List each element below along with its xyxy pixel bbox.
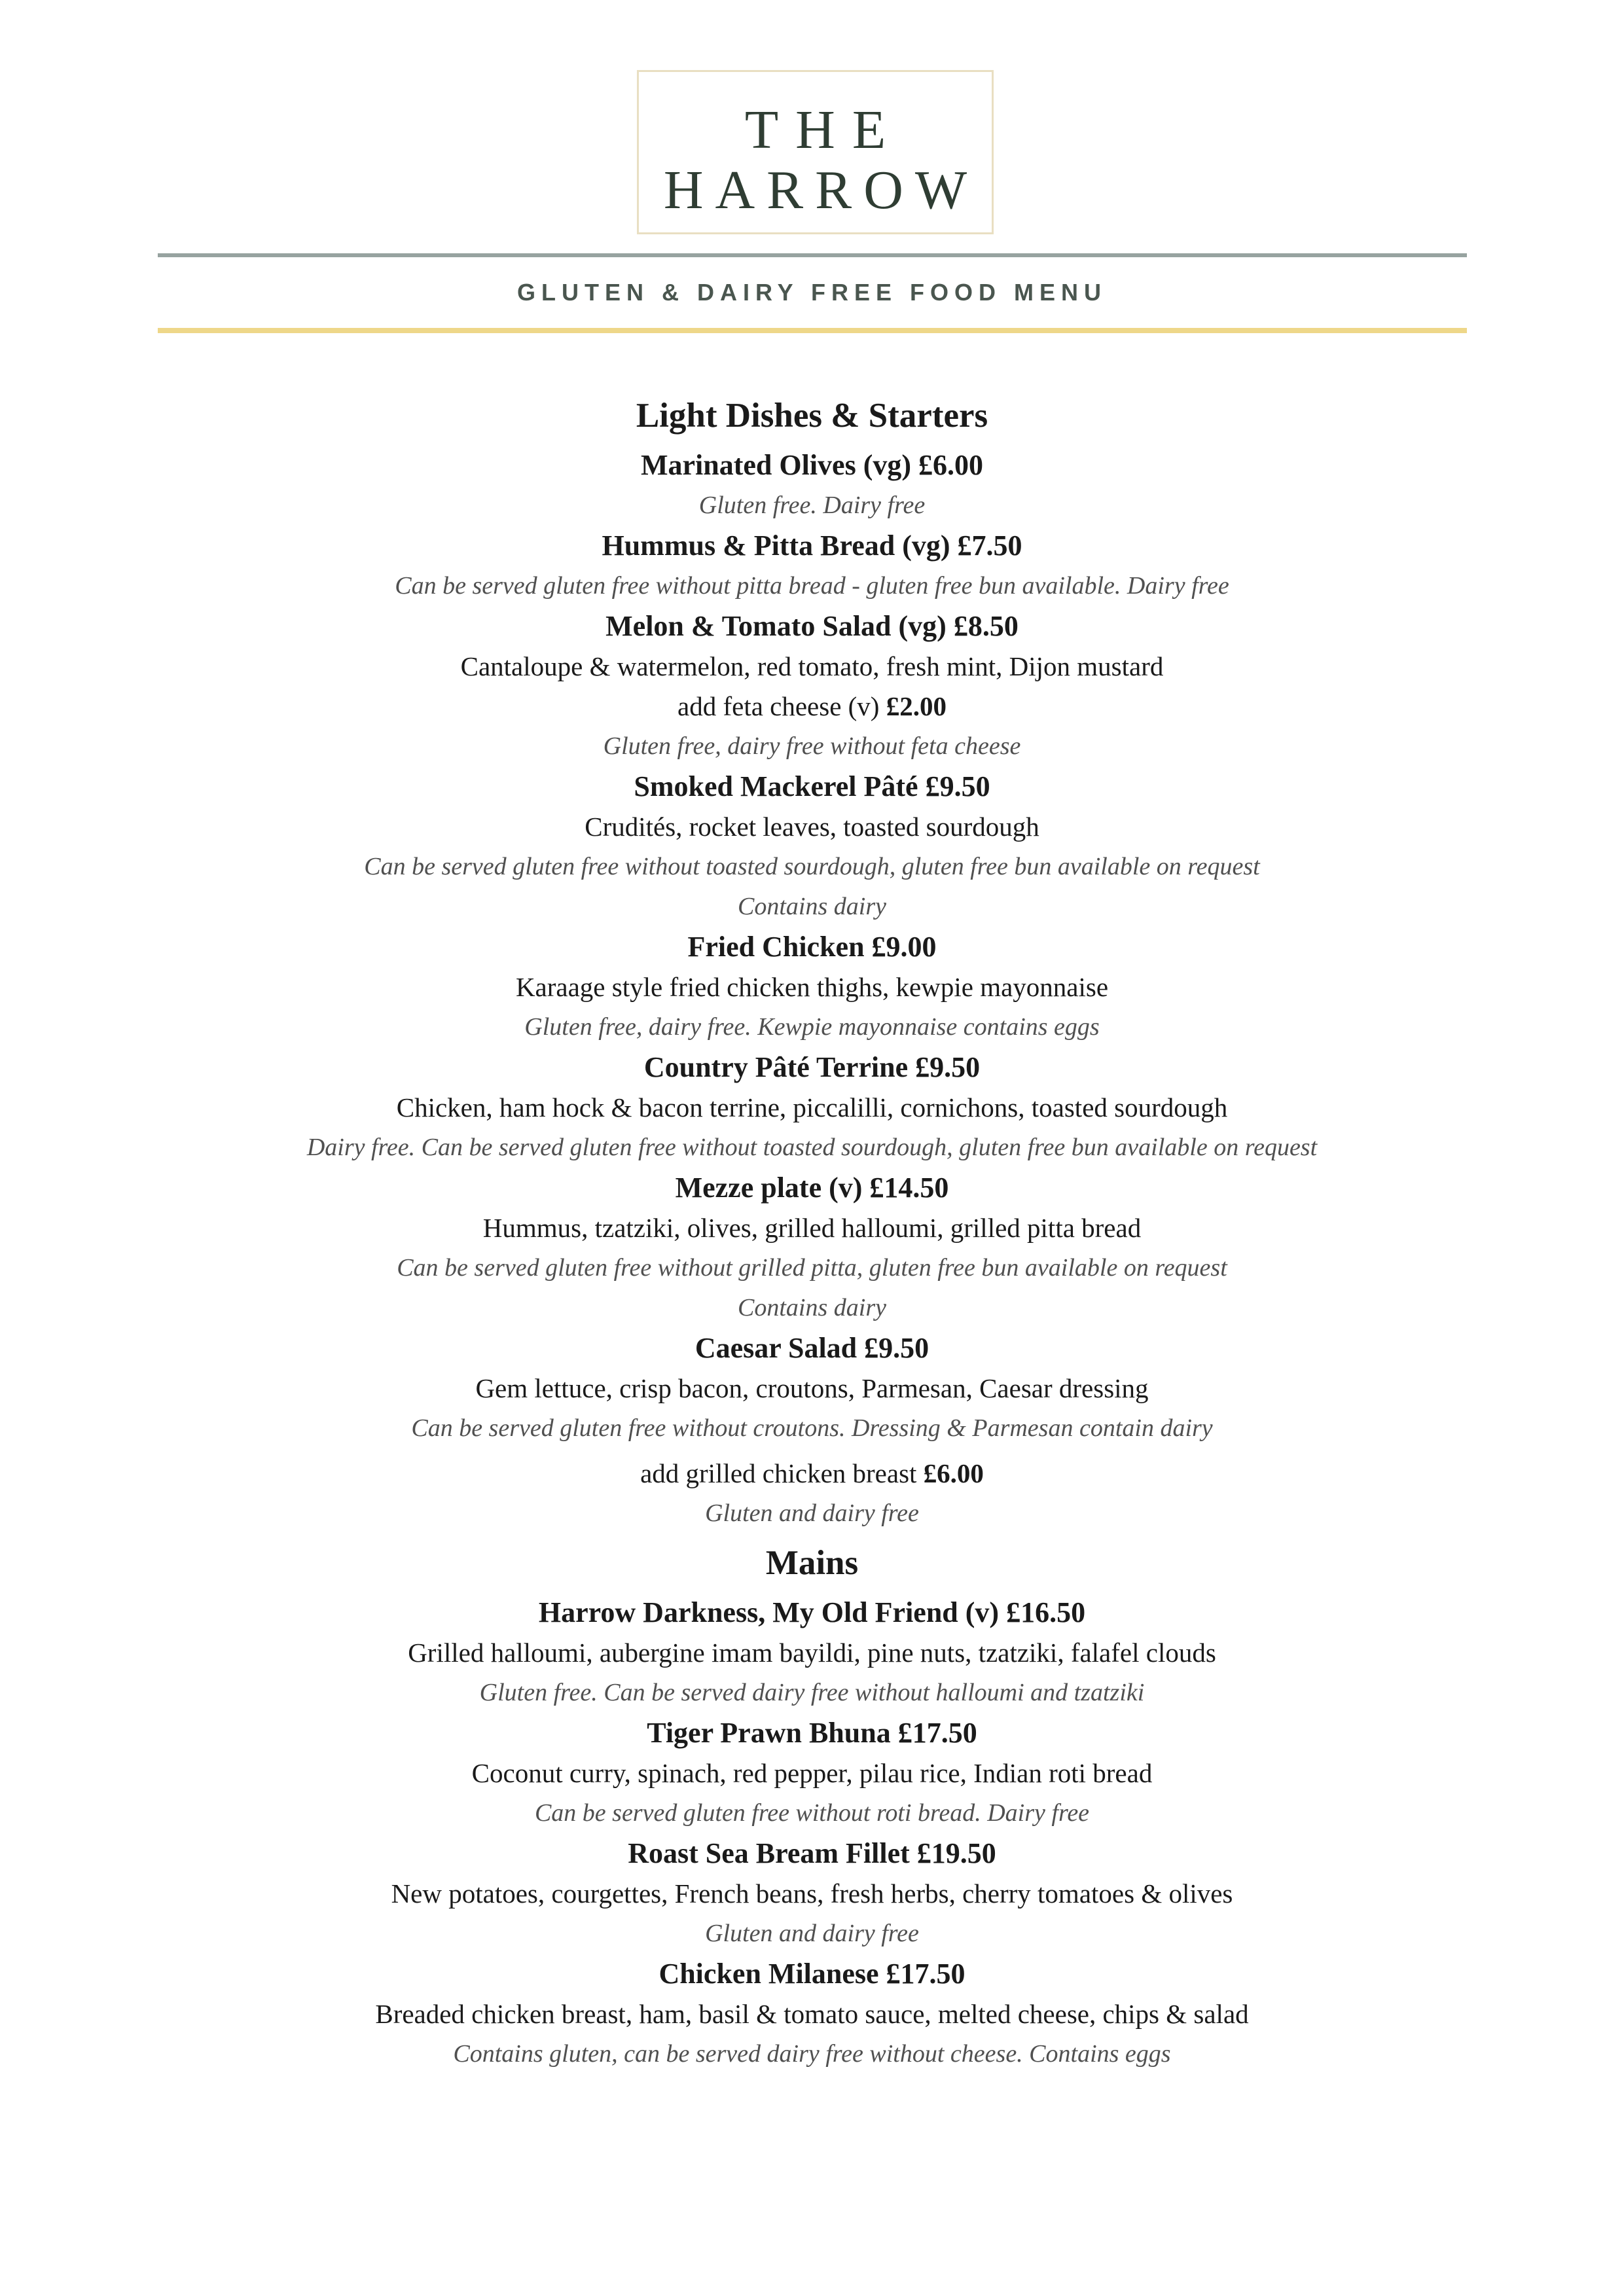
dietary-note: Contains dairy	[738, 893, 886, 920]
menu-item-description: New potatoes, courgettes, French beans, fresh herbs, cherry tomatoes & olives	[391, 1878, 1233, 1909]
menu-item-title: Caesar Salad £9.50	[695, 1332, 929, 1364]
dietary-note: Gluten free. Can be served dairy free without halloumi and tzatziki	[479, 1679, 1145, 1706]
addon-price: £2.00	[886, 691, 947, 721]
dietary-note: Gluten free, dairy free. Kewpie mayonnaise contains eggs	[524, 1013, 1100, 1041]
dietary-note: Gluten and dairy free	[705, 1499, 919, 1527]
menu-item-description: Cantaloupe & watermelon, red tomato, fresh mint, Dijon mustard	[460, 651, 1164, 681]
dietary-note: Gluten and dairy free	[705, 1920, 919, 1947]
menu-body	[0, 386, 1624, 2074]
menu-item-title: Roast Sea Bream Fillet £19.50	[628, 1837, 996, 1869]
dietary-note: Dairy free. Can be served gluten free without toasted sourdough, gluten free bun available on request	[306, 1134, 1318, 1161]
addon-text: add grilled chicken breast	[640, 1458, 924, 1488]
logo-line-the: THE	[744, 99, 903, 160]
addon-text: add feta cheese (v)	[677, 691, 886, 721]
menu-item-title: Marinated Olives (vg) £6.00	[640, 449, 984, 481]
dietary-note: Contains gluten, can be served dairy free without cheese. Contains eggs	[453, 2040, 1171, 2068]
dietary-note: Gluten free, dairy free without feta cheese	[603, 732, 1021, 760]
dietary-note: Gluten free. Dairy free	[698, 492, 926, 519]
menu-item-description: Coconut curry, spinach, red pepper, pilau rice, Indian roti bread	[471, 1758, 1153, 1788]
dietary-note: Contains dairy	[738, 1294, 886, 1321]
logo	[637, 70, 994, 234]
menu-item-title: Hummus & Pitta Bread (vg) £7.50	[602, 529, 1022, 562]
menu-item-title: Mezze plate (v) £14.50	[675, 1172, 949, 1204]
menu-item-description: Gem lettuce, crisp bacon, croutons, Parmesan, Caesar dressing	[475, 1373, 1149, 1403]
menu-item-title: Harrow Darkness, My Old Friend (v) £16.50	[538, 1596, 1086, 1628]
menu-item-description: Grilled halloumi, aubergine imam bayildi, pine nuts, tzatziki, falafel clouds	[408, 1638, 1216, 1668]
dietary-note: Can be served gluten free without croutons. Dressing & Parmesan contain dairy	[411, 1414, 1213, 1442]
section-title: Mains	[765, 1544, 859, 1582]
menu-item-description: Crudités, rocket leaves, toasted sourdough	[585, 812, 1039, 842]
menu-item-title: Chicken Milanese £17.50	[659, 1958, 965, 1990]
menu-subtitle: GLUTEN & DAIRY FREE FOOD MENU	[516, 279, 1108, 306]
dietary-note: Can be served gluten free without grilled pitta, gluten free bun available on request	[397, 1254, 1227, 1282]
menu-addon	[0, 687, 1624, 726]
menu-item-description: Chicken, ham hock & bacon terrine, piccalilli, cornichons, toasted sourdough	[396, 1092, 1228, 1122]
menu-addon	[0, 1454, 1624, 1494]
section-title: Light Dishes & Starters	[636, 397, 988, 435]
spacer	[0, 1448, 1624, 1454]
menu-item-title: Smoked Mackerel Pâté £9.50	[634, 770, 990, 802]
menu-item-title: Tiger Prawn Bhuna £17.50	[647, 1717, 977, 1749]
logo-line-harrow: HARROW	[663, 160, 979, 221]
addon-price: £6.00	[923, 1458, 984, 1488]
header-rule-gold	[158, 328, 1467, 333]
menu-item-description: Karaage style fried chicken thighs, kewpie mayonnaise	[515, 972, 1109, 1002]
menu-item-title: Melon & Tomato Salad (vg) £8.50	[605, 610, 1019, 642]
dietary-note: Can be served gluten free without roti bread. Dairy free	[534, 1799, 1090, 1827]
menu-item-title: Fried Chicken £9.00	[687, 931, 937, 963]
dietary-note: Can be served gluten free without pitta bread - gluten free bun available. Dairy free	[395, 572, 1229, 600]
header-rule-grey	[158, 253, 1467, 257]
menu-item-description: Breaded chicken breast, ham, basil & tomato sauce, melted cheese, chips & salad	[375, 1999, 1249, 2029]
menu-item-title: Country Pâté Terrine £9.50	[643, 1051, 981, 1083]
dietary-note: Can be served gluten free without toasted sourdough, gluten free bun available on request	[364, 853, 1260, 880]
menu-item-description: Hummus, tzatziki, olives, grilled halloumi, grilled pitta bread	[482, 1213, 1142, 1243]
